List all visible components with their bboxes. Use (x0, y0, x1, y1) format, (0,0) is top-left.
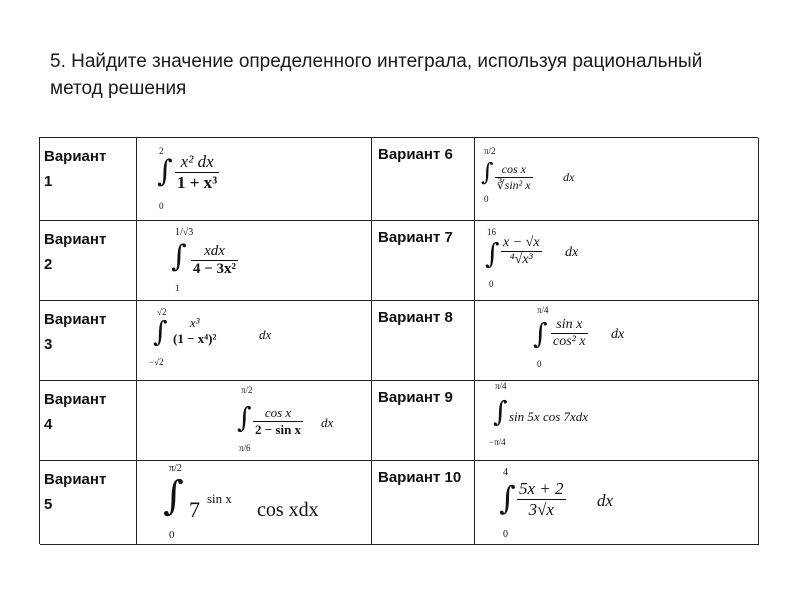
variant-4-word: Вариант (44, 391, 107, 408)
variant-9-label: Вариант 9 (378, 389, 453, 406)
variant-6-label-cell (372, 138, 475, 221)
variant-5-number: 5 (44, 496, 53, 513)
variant-3-formula-cell: √2 ∫ −√2 x³ (1 − x⁴)² dx (137, 301, 372, 381)
variant-8-formula-cell: π/4 ∫ 0 $\frac{\text{sin x}}{\text{cos² x}}$ dx (475, 301, 759, 381)
variant-2-word: Вариант (44, 231, 107, 248)
variants-table (39, 137, 758, 544)
integral-sign-icon: ∫ (171, 239, 187, 274)
variant-7-label-cell (372, 221, 475, 301)
integral-sign-icon: ∫ (493, 395, 508, 428)
task-title: 5. Найдите значение определенного интеграла, используя рациональный метод решения (50, 51, 703, 99)
integral-sign-icon: ∫ (153, 315, 168, 348)
variant-5-word: Вариант (44, 471, 107, 488)
variant-1-word: Вариант (44, 148, 107, 165)
variant-4-number: 4 (44, 416, 53, 433)
variant-8-label: Вариант 8 (378, 309, 453, 326)
variant-2-label-cell (40, 221, 137, 301)
variant-10-label: Вариант 10 (378, 469, 462, 486)
variant-1-formula-cell: 2 ∫ 0 $\frac{\text{x² dx}}{\text{1 + x³}}$ (137, 138, 372, 221)
variant-8-label-cell (372, 301, 475, 381)
variant-6-formula-cell: π/2 ∫ 0 $\frac{\text{cos x}}{\text{∛sin² x}}$ dx (475, 138, 759, 221)
variant-3-word: Вариант (44, 311, 107, 328)
integral-sign-icon: ∫ (481, 158, 494, 186)
variant-9-formula-cell: π/4 ∫ −π/4 sin 5x cos 7xdx (475, 381, 759, 461)
variant-5-label-cell (40, 461, 137, 545)
variant-1-number: 1 (44, 173, 53, 190)
variant-3-number: 3 (44, 336, 53, 353)
variant-7-formula-cell: 16 ∫ 0 $\frac{x - √x}{\text{⁴√x³}}$ dx (475, 221, 759, 301)
variant-2-number: 2 (44, 256, 53, 273)
variant-6-label: Вариант 6 (378, 146, 453, 163)
variant-2-formula-cell: 1/√3 ∫ 1 xdx 4 − 3x² (137, 221, 372, 301)
variant-3-label-cell (40, 301, 137, 381)
variant-4-formula-cell: π/2 ∫ π/6 $\frac{\text{cos x}}{\text{2 − sin x}}$ dx (137, 381, 372, 461)
variant-7-label: Вариант 7 (378, 229, 453, 246)
integral-sign-icon: ∫ (157, 154, 173, 189)
variant-4-label-cell (40, 381, 137, 461)
variant-9-label-cell (372, 381, 475, 461)
integral-sign-icon: ∫ (163, 473, 184, 519)
integral-sign-icon: ∫ (237, 401, 252, 434)
variant-1-label-cell (40, 138, 137, 221)
integral-sign-icon: ∫ (485, 237, 500, 270)
integral-sign-icon: ∫ (499, 479, 516, 517)
variant-10-label-cell (372, 461, 475, 545)
variant-10-formula-cell: 4 ∫ 0 $\frac{5x + 2}{3√x}$ dx (475, 461, 759, 545)
integral-sign-icon: ∫ (533, 317, 548, 350)
variant-5-formula-cell: π/2 ∫ 0 7 sin x cos xdx (137, 461, 372, 545)
